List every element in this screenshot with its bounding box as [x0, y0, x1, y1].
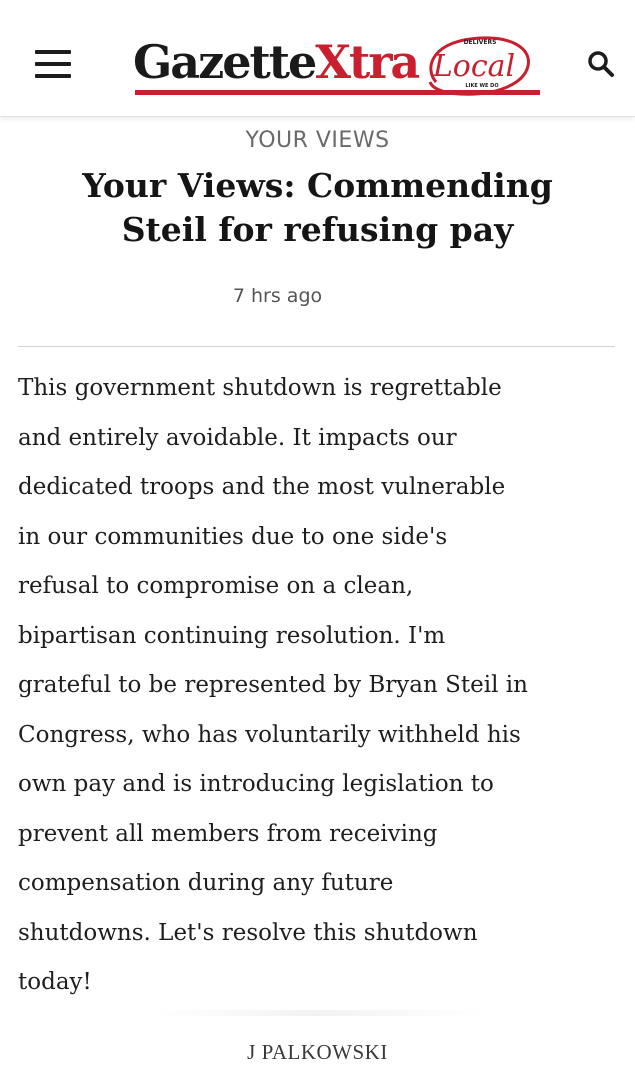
byline-separator [150, 1010, 485, 1016]
article-author: J PALKOWSKI [247, 1040, 388, 1064]
body-line: This government shutdown is regrettable [18, 375, 502, 401]
body-line: shutdowns. Let's resolve this shutdown [18, 919, 478, 946]
body-line: dedicated troops and the most vulnerable [18, 474, 506, 500]
section-label[interactable]: YOUR VIEWS [245, 128, 390, 153]
headline-line: Your Views: Commending [82, 166, 553, 205]
body-line: bipartisan continuing resolution. I'm [18, 622, 446, 649]
svg-text:Local: Local [432, 49, 516, 84]
article-body [18, 364, 623, 1008]
headline-line: Steil for refusing pay [121, 210, 514, 249]
local-badge [418, 30, 536, 104]
svg-text:LIKE WE DO: LIKE WE DO [465, 83, 499, 89]
body-line: grateful to be represented by Bryan Steil in [18, 672, 528, 698]
site-header [0, 0, 635, 117]
body-line: refusal to compromise on a clean, [18, 573, 414, 599]
divider [18, 346, 615, 347]
body-line: own pay and is introducing legislation to [18, 771, 494, 797]
body-line: compensation during any future [18, 870, 394, 896]
body-line: Congress, who has voluntarily withheld his [18, 721, 521, 748]
logo-wordmark: GazetteXtra [133, 35, 419, 89]
hamburger-menu-icon[interactable] [35, 50, 71, 78]
svg-text:DELIVERS: DELIVERS [463, 39, 497, 46]
article-timestamp: 7 hrs ago [232, 285, 323, 307]
body-line: in our communities due to one side's [18, 523, 448, 550]
article-headline [40, 164, 595, 252]
body-line: and entirely avoidable. It impacts our [18, 424, 457, 451]
search-icon[interactable] [585, 48, 617, 80]
body-line: today! [18, 969, 92, 995]
body-line: prevent all members from receiving [18, 820, 438, 847]
